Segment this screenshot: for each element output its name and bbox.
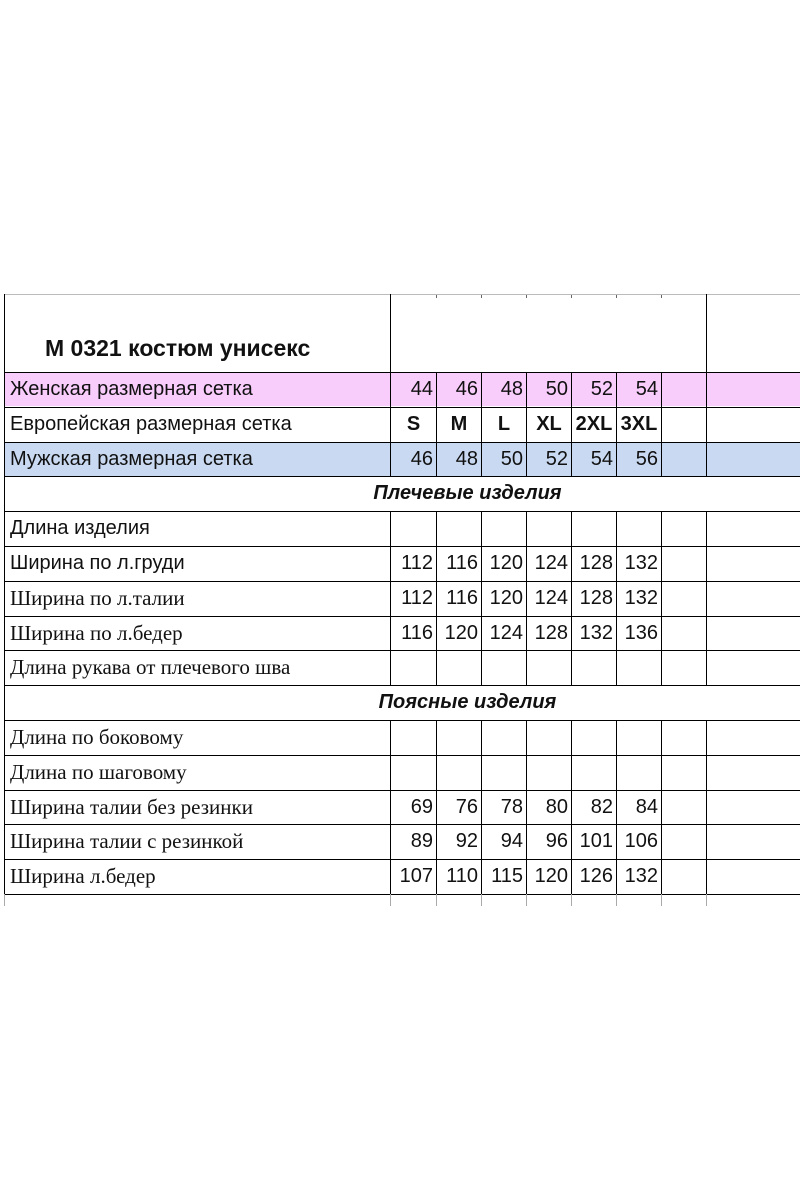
grid-line-vertical bbox=[390, 511, 391, 546]
table-cell: 136 bbox=[624, 622, 658, 644]
grid-line-vertical bbox=[436, 755, 437, 790]
grid-line-vertical bbox=[661, 894, 662, 906]
grid-line-vertical bbox=[481, 650, 482, 685]
table-cell: 94 bbox=[500, 830, 523, 852]
table-cell: 132 bbox=[624, 587, 658, 609]
table-cell: XL bbox=[536, 413, 562, 435]
grid-line-vertical bbox=[661, 511, 662, 546]
grid-line-vertical bbox=[706, 294, 707, 372]
table-cell: 52 bbox=[545, 448, 568, 470]
table-cell: 78 bbox=[500, 796, 523, 818]
table-cell: 69 bbox=[410, 796, 433, 818]
section-heading: Поясные изделия bbox=[378, 691, 557, 713]
table-cell: 132 bbox=[624, 552, 658, 574]
row-label: Ширина л.бедер bbox=[10, 864, 156, 888]
table-cell: 120 bbox=[444, 622, 478, 644]
table-cell: 116 bbox=[446, 552, 478, 574]
grid-line-vertical bbox=[706, 511, 707, 546]
row-label: Длина по шаговому bbox=[10, 760, 187, 784]
table-cell: 120 bbox=[534, 865, 568, 887]
grid-line-vertical bbox=[661, 859, 662, 894]
grid-line-vertical bbox=[390, 894, 391, 906]
table-cell: 84 bbox=[635, 796, 658, 818]
table-cell: 54 bbox=[635, 378, 658, 400]
table-cell: 96 bbox=[545, 830, 568, 852]
grid-line-vertical bbox=[706, 755, 707, 790]
document-title: М 0321 костюм унисекс bbox=[45, 335, 311, 361]
grid-line-vertical bbox=[390, 720, 391, 755]
grid-line-vertical bbox=[706, 720, 707, 755]
grid-line-vertical bbox=[526, 720, 527, 755]
table-cell: 116 bbox=[446, 587, 478, 609]
table-cell: 92 bbox=[455, 830, 478, 852]
grid-line-vertical bbox=[526, 894, 527, 906]
grid-line-vertical bbox=[661, 616, 662, 650]
section-heading: Плечевые изделия bbox=[373, 482, 562, 504]
grid-line-vertical bbox=[616, 720, 617, 755]
grid-line-vertical bbox=[436, 650, 437, 685]
table-cell: 48 bbox=[455, 448, 478, 470]
table-cell: M bbox=[450, 413, 468, 435]
grid-line-vertical bbox=[390, 755, 391, 790]
grid-line-vertical bbox=[706, 581, 707, 616]
table-cell: 50 bbox=[500, 448, 523, 470]
grid-line-vertical bbox=[661, 790, 662, 824]
grid-line-vertical bbox=[706, 824, 707, 859]
table-cell: 120 bbox=[489, 552, 523, 574]
table-cell: 76 bbox=[455, 796, 478, 818]
table-cell: 80 bbox=[545, 796, 568, 818]
row-label: Мужская размерная сетка bbox=[10, 448, 253, 470]
grid-line-vertical bbox=[706, 616, 707, 650]
grid-line-vertical bbox=[706, 407, 707, 442]
table-cell: 128 bbox=[534, 622, 568, 644]
grid-line-vertical bbox=[436, 894, 437, 906]
row-label: Ширина талии без резинки bbox=[10, 795, 253, 819]
grid-line-vertical bbox=[571, 720, 572, 755]
table-cell: 101 bbox=[579, 830, 613, 852]
table-cell: 56 bbox=[635, 448, 658, 470]
table-cell: 46 bbox=[410, 448, 433, 470]
grid-line-vertical bbox=[526, 755, 527, 790]
table-cell: 116 bbox=[401, 622, 433, 644]
grid-line-vertical bbox=[481, 720, 482, 755]
grid-line-vertical bbox=[571, 894, 572, 906]
grid-line-horizontal bbox=[4, 294, 800, 295]
grid-line-vertical bbox=[706, 894, 707, 906]
grid-line-vertical bbox=[706, 650, 707, 685]
table-cell: 3XL bbox=[620, 413, 658, 435]
grid-line-vertical bbox=[706, 859, 707, 894]
row-label: Ширина по л.талии bbox=[10, 586, 185, 610]
row-label: Женская размерная сетка bbox=[10, 378, 253, 400]
grid-line-vertical bbox=[616, 650, 617, 685]
grid-line-vertical bbox=[661, 407, 662, 442]
grid-line-vertical bbox=[526, 511, 527, 546]
grid-line-vertical bbox=[571, 755, 572, 790]
grid-line-vertical bbox=[706, 442, 707, 476]
table-cell: 132 bbox=[579, 622, 613, 644]
table-cell: 128 bbox=[579, 552, 613, 574]
table-cell: 82 bbox=[590, 796, 613, 818]
row-label: Длина изделия bbox=[10, 517, 150, 539]
grid-line-vertical bbox=[436, 511, 437, 546]
grid-line-vertical bbox=[571, 650, 572, 685]
table-cell: 50 bbox=[545, 378, 568, 400]
table-cell: 115 bbox=[491, 865, 523, 887]
table-cell: 89 bbox=[410, 830, 433, 852]
grid-line-vertical bbox=[526, 650, 527, 685]
table-cell: 124 bbox=[489, 622, 523, 644]
grid-line-vertical bbox=[661, 442, 662, 476]
grid-line-vertical bbox=[661, 546, 662, 581]
grid-line-vertical bbox=[4, 294, 5, 906]
table-cell: 106 bbox=[624, 830, 658, 852]
table-cell: 52 bbox=[590, 378, 613, 400]
grid-line-vertical bbox=[436, 720, 437, 755]
grid-line-vertical bbox=[661, 372, 662, 407]
table-cell: 48 bbox=[500, 378, 523, 400]
grid-line-vertical bbox=[661, 824, 662, 859]
table-cell: 112 bbox=[401, 552, 433, 574]
grid-line-vertical bbox=[661, 755, 662, 790]
table-cell: 46 bbox=[455, 378, 478, 400]
grid-line-vertical bbox=[706, 790, 707, 824]
table-cell: 110 bbox=[446, 865, 478, 887]
grid-line-vertical bbox=[4, 894, 5, 906]
grid-line-vertical bbox=[390, 294, 391, 372]
table-cell: S bbox=[406, 413, 421, 435]
table-cell: 124 bbox=[534, 552, 568, 574]
table-cell: 132 bbox=[624, 865, 658, 887]
grid-line-vertical bbox=[616, 511, 617, 546]
row-label: Ширина талии с резинкой bbox=[10, 829, 244, 853]
grid-line-vertical bbox=[661, 650, 662, 685]
row-label: Ширина по л.бедер bbox=[10, 621, 183, 645]
table-cell: 112 bbox=[401, 587, 433, 609]
grid-line-vertical bbox=[661, 720, 662, 755]
grid-line-vertical bbox=[616, 894, 617, 906]
table-cell: 44 bbox=[410, 378, 433, 400]
row-label: Европейская размерная сетка bbox=[10, 413, 292, 435]
row-label: Длина по боковому bbox=[10, 725, 184, 749]
grid-line-vertical bbox=[481, 511, 482, 546]
table-cell: 107 bbox=[399, 865, 433, 887]
grid-line-vertical bbox=[706, 372, 707, 407]
grid-line-vertical bbox=[481, 755, 482, 790]
table-cell: 120 bbox=[489, 587, 523, 609]
grid-line-vertical bbox=[616, 755, 617, 790]
row-label: Длина рукава от плечевого шва bbox=[10, 655, 291, 679]
grid-line-vertical bbox=[661, 581, 662, 616]
grid-line-vertical bbox=[571, 511, 572, 546]
grid-line-vertical bbox=[481, 894, 482, 906]
table-cell: 126 bbox=[579, 865, 613, 887]
table-cell: 124 bbox=[534, 587, 568, 609]
table-cell: 54 bbox=[590, 448, 613, 470]
grid-line-vertical bbox=[706, 546, 707, 581]
grid-line-vertical bbox=[390, 650, 391, 685]
table-cell: 128 bbox=[579, 587, 613, 609]
row-label: Ширина по л.груди bbox=[10, 552, 185, 574]
grid-line-horizontal bbox=[4, 894, 800, 895]
table-cell: L bbox=[497, 413, 511, 435]
table-cell: 2XL bbox=[575, 413, 613, 435]
